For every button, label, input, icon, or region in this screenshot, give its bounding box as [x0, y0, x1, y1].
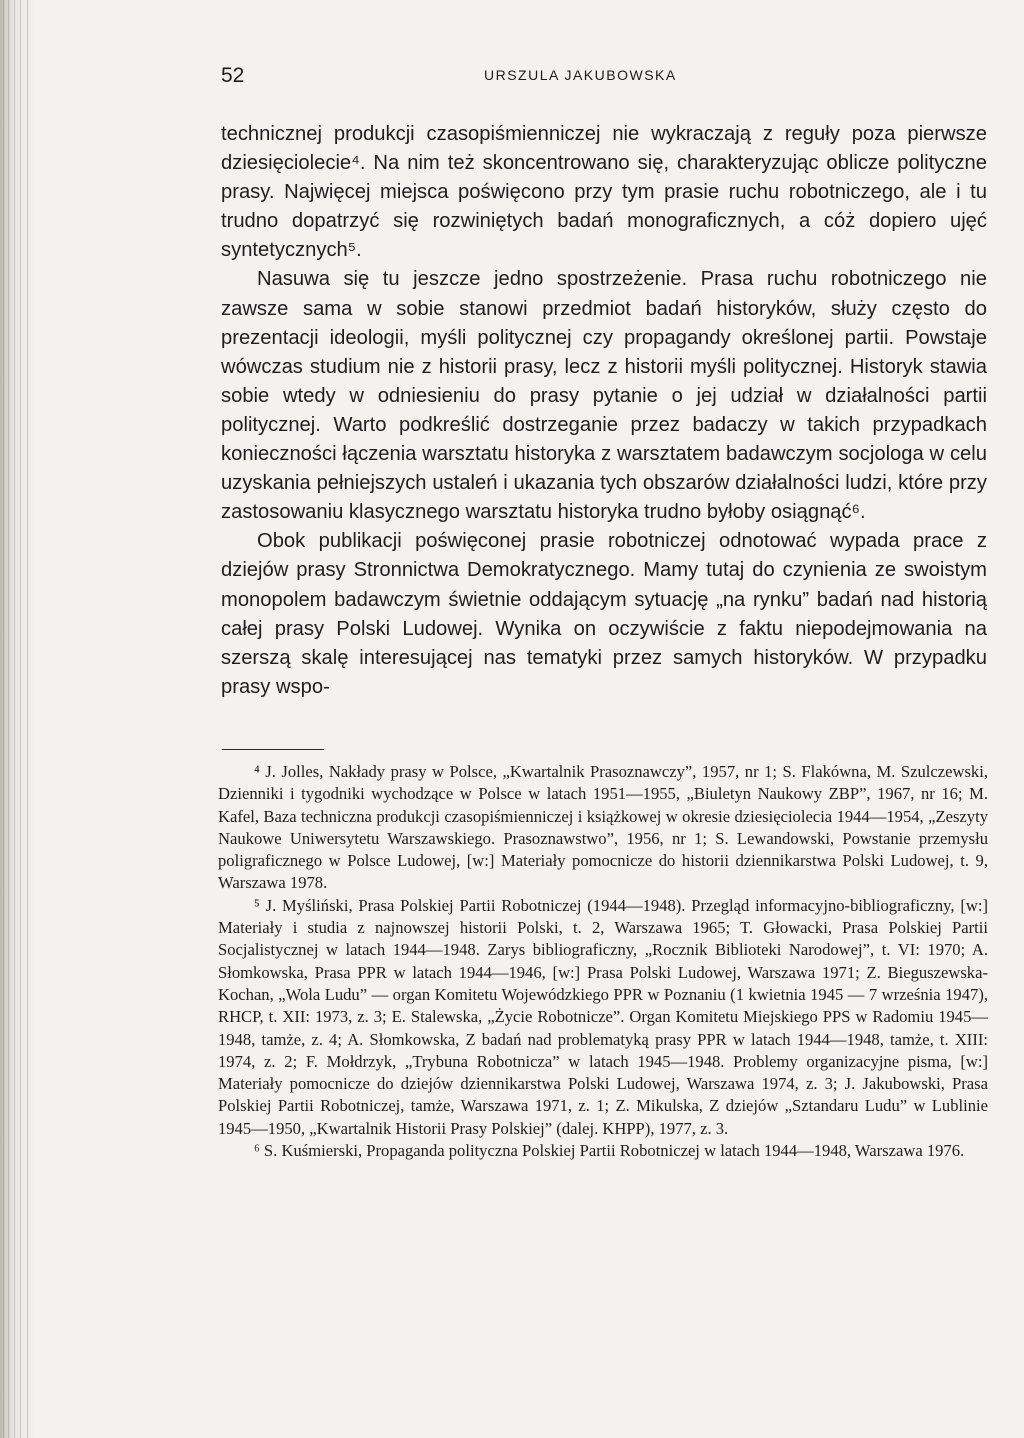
- running-head: URSZULA JAKUBOWSKA: [484, 67, 677, 83]
- footnote-separator: [222, 749, 324, 750]
- page-number: 52: [221, 64, 245, 87]
- footnotes: [218, 761, 988, 1162]
- footnote: ⁵ J. Myśliński, Prasa Polskiej Partii Robotniczej (1944—1948). Przegląd informacyjno-bibliograficzny, [w:] Materiały i studia z najnowszej historii Polski, t. 2, Warszawa 1965; T. Głowacki, Prasa Polskiej Partii Socjalistycznej w latach 1944—1948. Zarys bibliograficzny, „Rocznik Biblioteki Narodowej”, t. VI: 1970; A. Słomkowska, Prasa PPR w latach 1944—1946, [w:] Prasa Polski Ludowej, Warszawa 1971; Z. Bieguszewska-Kochan, „Wola Ludu” — organ Komitetu Wojewódzkiego PPR w Poznaniu (1 kwietnia 1945 — 7 września 1947), RHCP, t. XII: 1973, z. 3; E. Stalewska, „Życie Robotnicze”. Organ Komitetu Miejskiego PPS w Radomiu 1945—1948, tamże, z. 4; A. Słomkowska, Z badań nad problematyką prasy PPR w latach 1944—1948, tamże, t. XIII: 1974, z. 2; F. Mołdrzyk, „Trybuna Robotnicza” w latach 1945—1948. Problemy organizacyjne pisma, [w:] Materiały pomocnicze do dziejów dziennikarstwa Polski Ludowej, Warszawa 1974, z. 3; J. Jakubowski, Prasa Polskiej Partii Robotniczej, tamże, Warszawa 1971, z. 1; Z. Mikulska, Z dziejów „Sztandaru Ludu” w Lublinie 1945—1950, „Kwartalnik Historii Prasy Polskiej” (dalej. KHPP), 1977, z. 3.: [218, 895, 988, 1138]
- paragraph: Obok publikacji poświęconej prasie robotniczej odnotować wypada prace z dziejów prasy Stronnictwa Demokratycznego. Mamy tutaj do czynienia ze swoistym monopolem badawczym świetnie oddającym sytuację „na rynku” badań nad historią całej prasy Polski Ludowej. Wynika on oczywiście z faktu niepodejmowania na szerszą skalę interesującej nas tematyki przez samych historyków. W przypadku prasy wspo-: [221, 530, 987, 698]
- paragraph: Nasuwa się tu jeszcze jedno spostrzeżenie. Prasa ruchu robotniczego nie zawsze sama w sobie stanowi przedmiot badań historyków, służy często do prezentacji ideologii, myśli politycznej czy propagandy określonej partii. Powstaje wówczas studium nie z historii prasy, lecz z historii myśli politycznej. Historyk stawia sobie wtedy w odniesieniu do prasy pytanie o jej udział w działalności partii politycznej. Warto podkreślić dostrzeganie przez badaczy w takich przypadkach konieczności łączenia warsztatu historyka z warsztatem badawczym socjologa w celu uzyskania pełniejszych ustaleń i ukazania tych obszarów działalności ludzi, które przy zastosowaniu klasycznego warsztatu historyka trudno byłoby osiągnąć⁶.: [221, 268, 987, 524]
- main-text: [221, 120, 987, 702]
- footnote: ⁴ J. Jolles, Nakłady prasy w Polsce, „Kwartalnik Prasoznawczy”, 1957, nr 1; S. Flakówna, M. Szulczewski, Dzienniki i tygodniki wychodzące w Polsce w latach 1951—1955, „Biuletyn Naukowy ZBP”, 1967, nr 16; M. Kafel, Baza techniczna produkcji czasopiśmienniczej i książkowej w okresie dziesięciolecia 1944—1954, „Zeszyty Naukowe Uniwersytetu Warszawskiego. Prasoznawstwo”, 1956, nr 1; S. Lewandowski, Powstanie przemysłu poligraficznego w Polsce Ludowej, [w:] Materiały pomocnicze do historii dziennikarstwa Polski Ludowej, t. 9, Warszawa 1978.: [218, 762, 988, 893]
- footnote: ⁶ S. Kuśmierski, Propaganda polityczna Polskiej Partii Robotniczej w latach 1944—1948, Warszawa 1976.: [254, 1141, 965, 1161]
- page-header: [221, 64, 991, 92]
- page-edge-shadow: [0, 0, 36, 1438]
- paragraph: technicznej produkcji czasopiśmienniczej nie wykraczają z reguły poza pierwsze dziesięciolecie⁴. Na nim też skoncentrowano się, charakteryzując oblicze polityczne prasy. Najwięcej miejsca poświęcono przy tym prasie ruchu robotniczego, ale i tu trudno dopatrzyć się rozwiniętych badań monograficznych, a cóż dopiero ujęć syntetycznych⁵.: [221, 123, 987, 262]
